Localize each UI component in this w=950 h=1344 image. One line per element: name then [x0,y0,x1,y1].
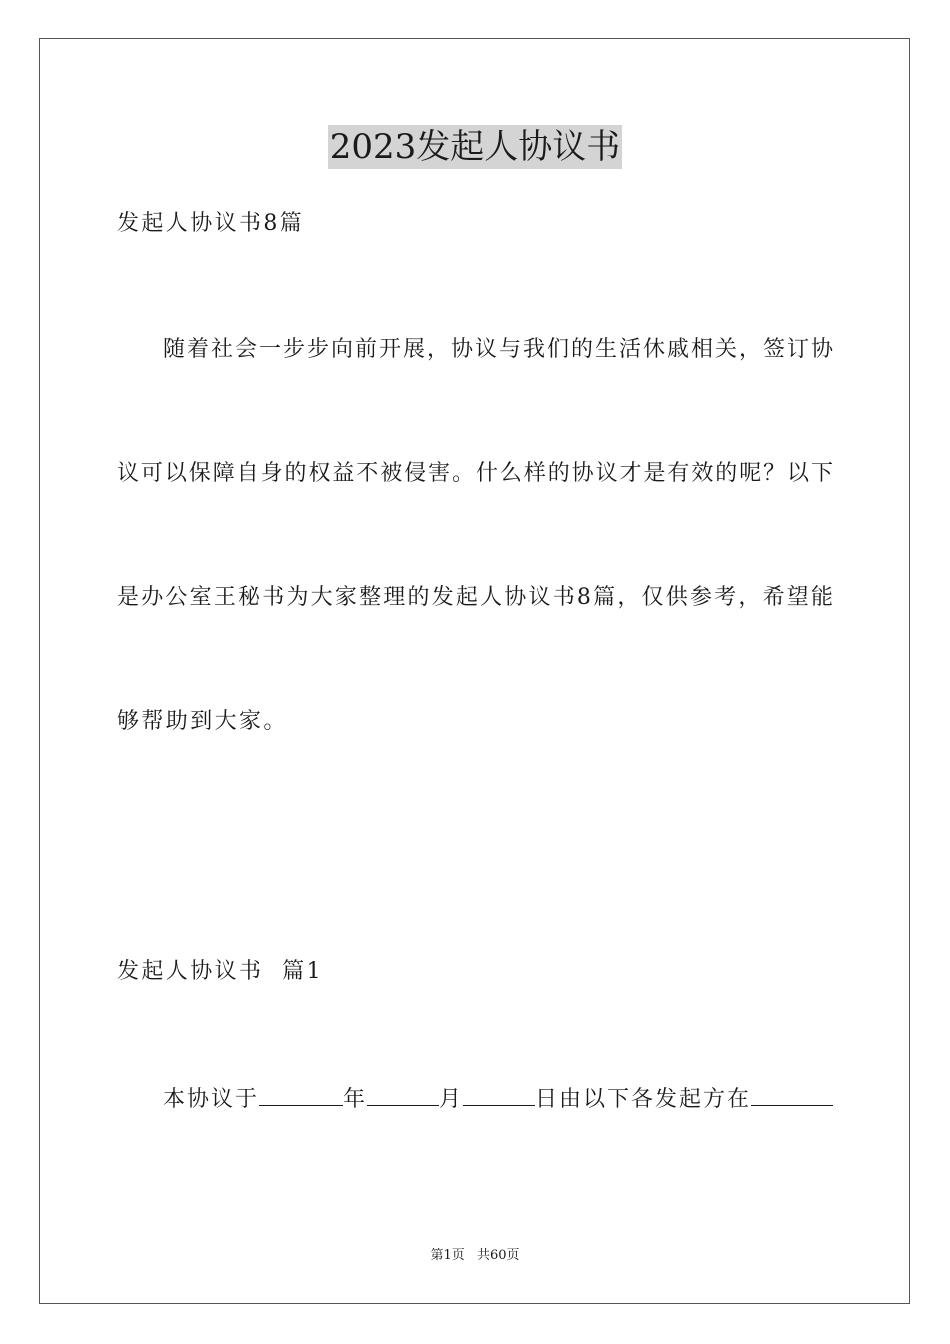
agreement-text-3: 月 [439,1087,464,1112]
title-container [0,125,950,169]
blank-location [751,1081,833,1106]
blank-month [367,1081,439,1106]
page-total: 共60页 [476,1248,520,1263]
page-number: 第1页 [430,1248,465,1263]
section-heading: 发起人协议书 篇1 [117,959,323,984]
agreement-text-1: 本协议于 [163,1087,260,1112]
agreement-text-2: 年 [343,1087,368,1112]
agreement-text-4: 日由以下各发起方在 [535,1087,752,1112]
agreement-line [163,1081,833,1115]
intro-line-3: 是办公室王秘书为大家整理的发起人协议书8篇，仅供参考，希望能 [117,585,833,610]
intro-line-1: 随着社会一步步向前开展，协议与我们的生活休戚相关，签订协 [163,337,833,362]
intro-line-4: 够帮助到大家。 [117,709,288,734]
blank-year [259,1081,343,1106]
intro-line-2: 议可以保障自身的权益不被侵害。什么样的协议才是有效的呢？以下 [117,461,833,486]
blank-day [463,1081,535,1106]
page-footer [0,1247,950,1265]
document-subtitle: 发起人协议书8篇 [117,211,305,236]
document-title: 2023发起人协议书 [329,127,621,167]
